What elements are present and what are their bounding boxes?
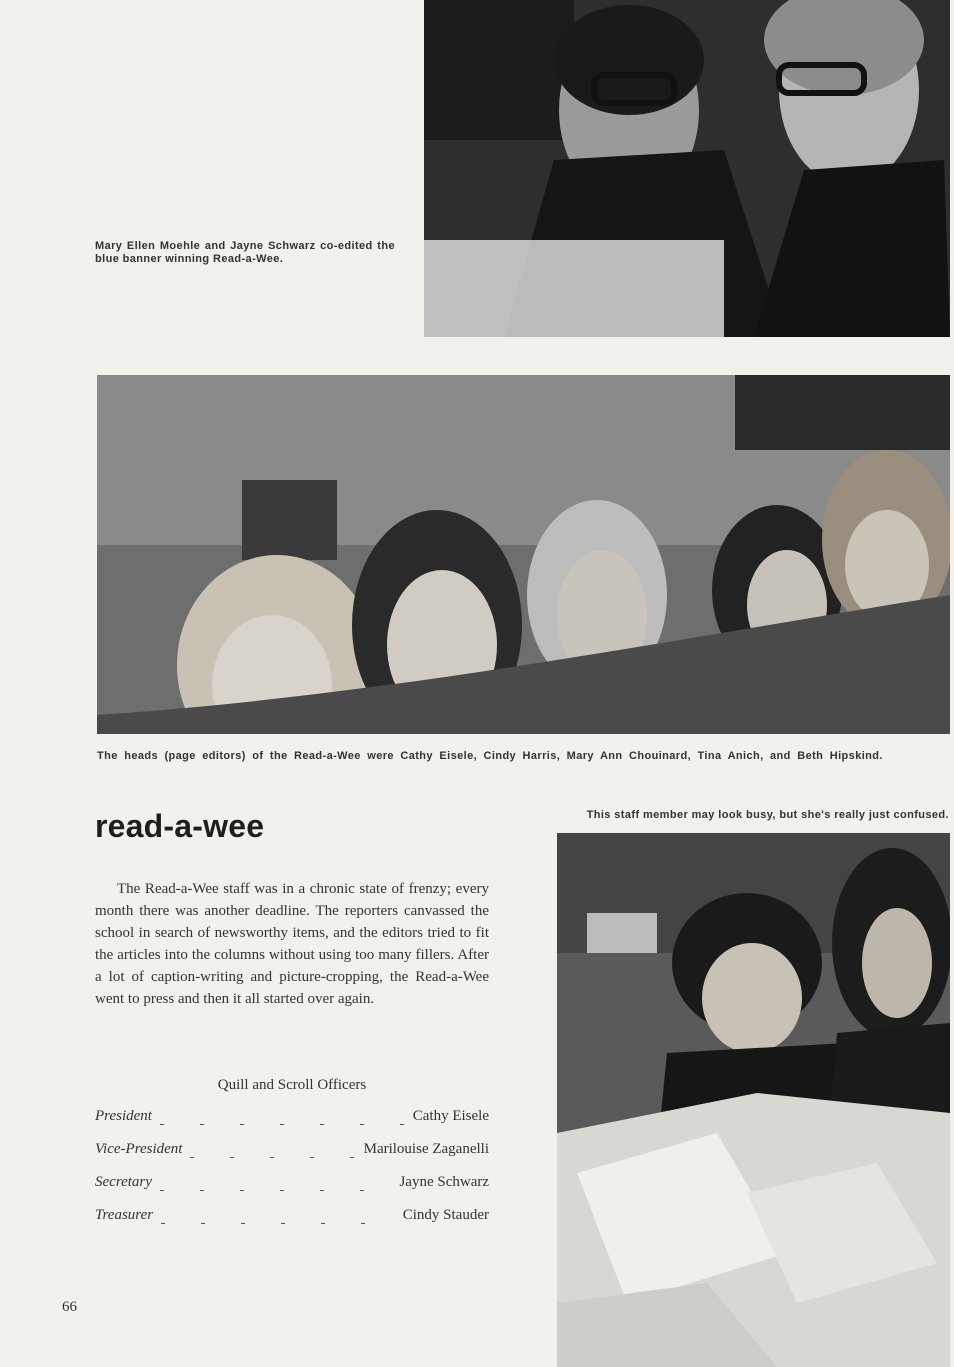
article-heading: read-a-wee — [95, 808, 265, 844]
officers-list — [95, 1108, 489, 1240]
article-body: The Read-a-Wee staff was in a chronic state of frenzy; every month there was another deadline. The reporters canvassed the school in search of newsworthy items, and the editors tried to fit the articles into the columns without using too many fillers. After a lot of caption-writing and picture-cropping, the Read-a-Wee went to press and then it all started over again. — [95, 881, 489, 1007]
leader-dots — [161, 1223, 395, 1224]
officers-title: Quill and Scroll Officers — [217, 1077, 367, 1093]
officer-row — [95, 1207, 489, 1240]
middle-photo — [97, 375, 950, 734]
top-photo-caption: Mary Ellen Moehle and Jayne Schwarz co-edited the blue banner winning Read-a-Wee. — [95, 240, 395, 265]
officer-row — [95, 1174, 489, 1207]
leader-dots — [190, 1157, 355, 1158]
officer-name: Cathy Eisele — [412, 1108, 489, 1124]
officer-row — [95, 1108, 489, 1141]
right-photo — [557, 833, 950, 1367]
officer-name: Marilouise Zaganelli — [363, 1141, 489, 1157]
top-photo — [424, 0, 950, 337]
middle-photo-caption: The heads (page editors) of the Read-a-Wee were Cathy Eisele, Cindy Harris, Mary Ann Chouinard, Tina Anich, and Beth Hipskind. — [97, 750, 883, 762]
officer-name: Jayne Schwarz — [399, 1174, 489, 1190]
leader-dots — [160, 1190, 392, 1191]
officer-title: Secretary — [95, 1174, 152, 1190]
officer-row — [95, 1141, 489, 1174]
leader-dots — [160, 1124, 405, 1125]
officer-title: Vice-President — [95, 1141, 183, 1157]
officer-title: Treasurer — [95, 1207, 154, 1223]
officer-title: President — [95, 1108, 152, 1124]
right-photo-caption: This staff member may look busy, but she's really just confused. — [586, 809, 949, 821]
officer-name: Cindy Stauder — [402, 1207, 489, 1223]
page-number: 66 — [62, 1299, 77, 1315]
